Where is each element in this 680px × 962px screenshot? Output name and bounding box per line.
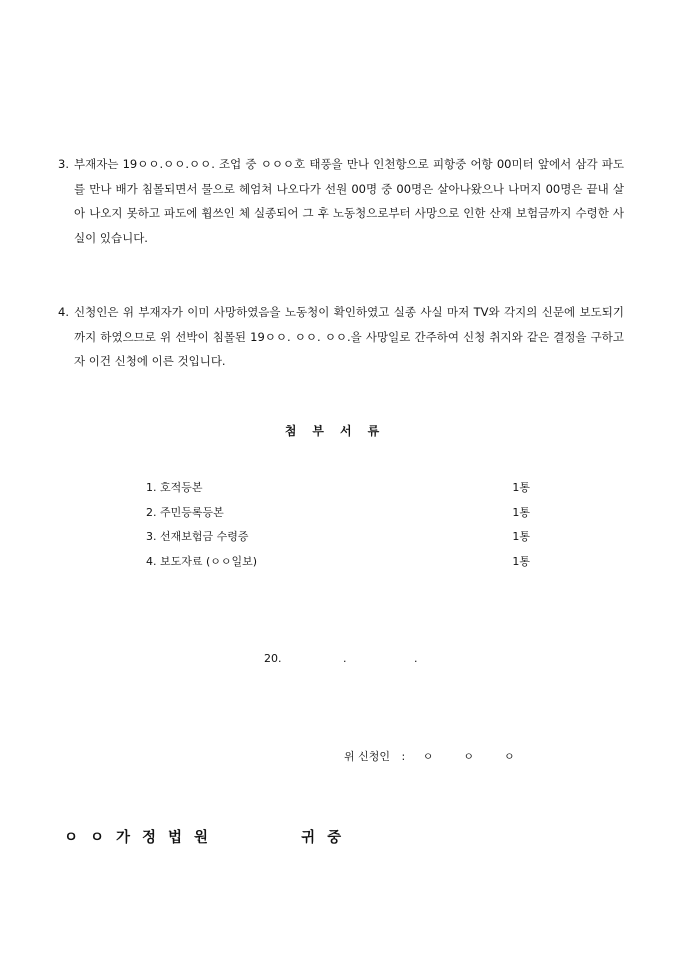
paragraph-4 — [58, 300, 624, 374]
applicant-colon: : — [401, 750, 406, 763]
date-separator: . — [343, 652, 347, 665]
paragraph-number: 4. — [58, 305, 69, 319]
attachment-item — [146, 501, 536, 526]
paragraph-3 — [58, 152, 624, 250]
attachment-label: 1. 호적등본 — [146, 481, 203, 494]
attachment-item — [146, 476, 536, 501]
applicant-signature — [344, 748, 545, 764]
date-separator: . — [414, 652, 418, 665]
court-addressee — [64, 826, 353, 847]
paragraph-text: 부재자는 19ㅇㅇ.ㅇㅇ.ㅇㅇ. 조업 중 ㅇㅇㅇ호 태풍을 만나 인천항으로 피항중 어항 00미터 앞에서 삼각 파도를 만나 배가 침몰되면서 물으로 헤엄쳐 나오다가 선원 00명 중 00명은 살아나왔으나 나머지 00명은 끝내 살아 나오지 못하고 파도에 휩쓰인 체 실종되어 그 후 노동청으로부터 사망으로 인한 산재 보험금까지 수령한 사실이 있습니다. — [74, 157, 624, 245]
paragraph-text: 신청인은 위 부재자가 이미 사망하였음을 노동청이 확인하였고 실종 사실 마저 TV와 각지의 신문에 보도되기까지 하였으므로 위 선박이 침몰된 19ㅇㅇ. ㅇㅇ. ㅇㅇ.을 사망일로 간주하여 신청 취지와 같은 결정을 구하고자 이건 신청에 이른 것입니다. — [74, 305, 624, 368]
attachment-label: 2. 주민등록등본 — [146, 505, 224, 519]
attachment-qty: 1통 — [512, 530, 530, 543]
date-year: 20. — [264, 652, 282, 665]
attachment-qty: 1통 — [512, 505, 530, 519]
paragraph-number: 3. — [58, 157, 69, 171]
court-salutation: 귀중 — [301, 830, 354, 846]
attachment-item — [146, 550, 536, 575]
attachment-label: 4. 보도자료 (ㅇㅇ일보) — [146, 554, 258, 568]
attachment-item — [146, 525, 536, 550]
attachment-qty: 1통 — [512, 554, 530, 568]
document-date — [264, 652, 418, 665]
applicant-name: ㅇㅇㅇ — [422, 750, 545, 763]
attachments-heading: 첨부서류 — [284, 424, 396, 438]
applicant-label: 위 신청인 — [344, 750, 391, 763]
court-name: ㅇㅇ가정법원 — [64, 830, 221, 846]
attachment-label: 3. 선재보험금 수령증 — [146, 530, 249, 543]
attachment-qty: 1통 — [512, 481, 530, 494]
attachments-list — [146, 476, 536, 574]
